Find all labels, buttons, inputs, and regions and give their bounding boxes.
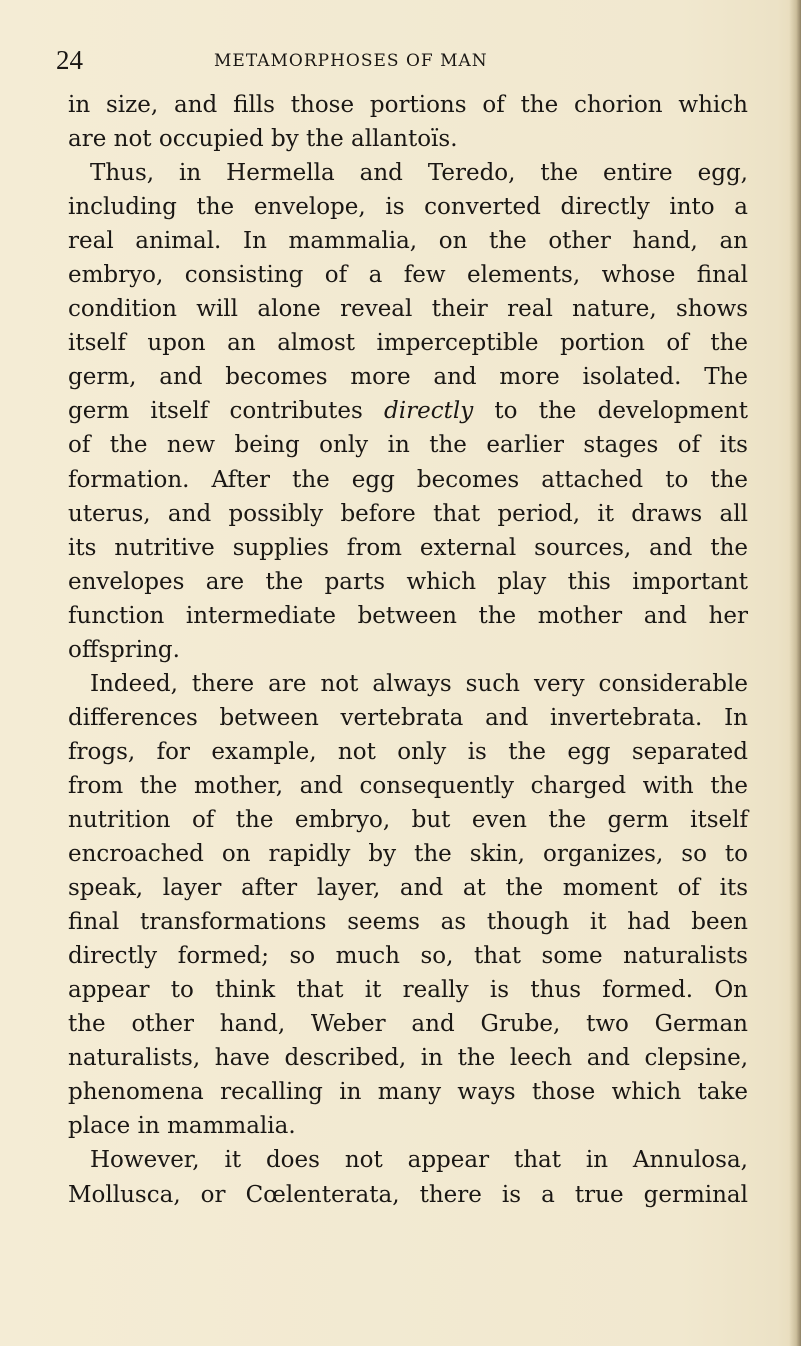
paragraph-start-line: However, it does not appear that in Annulosa, bbox=[90, 1147, 748, 1174]
text-line: formation. After the egg becomes attached to the bbox=[68, 466, 748, 493]
text-line: the other hand, Weber and Grube, two German bbox=[68, 1011, 748, 1038]
body-text bbox=[68, 88, 748, 1212]
page-number: 24 bbox=[56, 45, 83, 75]
text-line: Mollusca, or Cœlenterata, there is a true germinal bbox=[68, 1181, 748, 1208]
text-line: from the mother, and consequently charged with the bbox=[68, 772, 748, 799]
text-line: in size, and fills those portions of the chorion which bbox=[68, 92, 748, 118]
running-head bbox=[56, 44, 746, 76]
text-line: are not occupied by the allantoïs. bbox=[68, 126, 458, 153]
text-segment: germ itself contributes bbox=[68, 398, 385, 425]
text-line: nutrition of the embryo, but even the germ itself bbox=[68, 806, 748, 833]
text-line: envelopes are the parts which play this important bbox=[68, 568, 748, 595]
text-line-with-italic bbox=[68, 394, 748, 428]
text-line: encroached on rapidly by the skin, organizes, so to bbox=[68, 841, 748, 868]
text-line: its nutritive supplies from external sources, and the bbox=[68, 534, 748, 561]
text-line: condition will alone reveal their real nature, shows bbox=[68, 296, 748, 323]
paragraph-start-line: Indeed, there are not always such very considerable bbox=[90, 670, 748, 697]
text-line: germ, and becomes more and more isolated. The bbox=[68, 364, 748, 391]
text-line: including the envelope, is converted directly into a bbox=[68, 194, 748, 221]
text-line: naturalists, have described, in the leech and clepsine, bbox=[68, 1045, 748, 1072]
text-line: frogs, for example, not only is the egg separated bbox=[68, 738, 748, 765]
text-line: place in mammalia. bbox=[68, 1113, 296, 1140]
text-line: appear to think that it really is thus formed. On bbox=[68, 977, 748, 1004]
text-line: itself upon an almost imperceptible portion of the bbox=[68, 330, 748, 357]
text-line: offspring. bbox=[68, 636, 180, 663]
text-line: function intermediate between the mother and her bbox=[68, 602, 748, 629]
text-line: directly formed; so much so, that some naturalists bbox=[68, 943, 748, 970]
text-line: real animal. In mammalia, on the other hand, an bbox=[68, 228, 748, 255]
text-line: embryo, consisting of a few elements, whose final bbox=[68, 262, 748, 289]
text-line: of the new being only in the earlier stages of its bbox=[68, 432, 748, 459]
text-line: phenomena recalling in many ways those which take bbox=[68, 1079, 748, 1106]
paragraph-start-line: Thus, in Hermella and Teredo, the entire egg, bbox=[90, 160, 748, 187]
text-line: differences between vertebrata and invertebrata. In bbox=[68, 704, 748, 731]
text-line: final transformations seems as though it had been bbox=[68, 909, 748, 936]
italic-word: directly bbox=[384, 398, 474, 425]
text-line: uterus, and possibly before that period, it draws all bbox=[68, 500, 748, 527]
text-segment: to the development bbox=[473, 398, 748, 425]
running-title: METAMORPHOSES OF MAN bbox=[214, 51, 488, 71]
page-edge-shadow bbox=[789, 0, 801, 1346]
text-line: speak, layer after layer, and at the moment of its bbox=[68, 875, 748, 902]
